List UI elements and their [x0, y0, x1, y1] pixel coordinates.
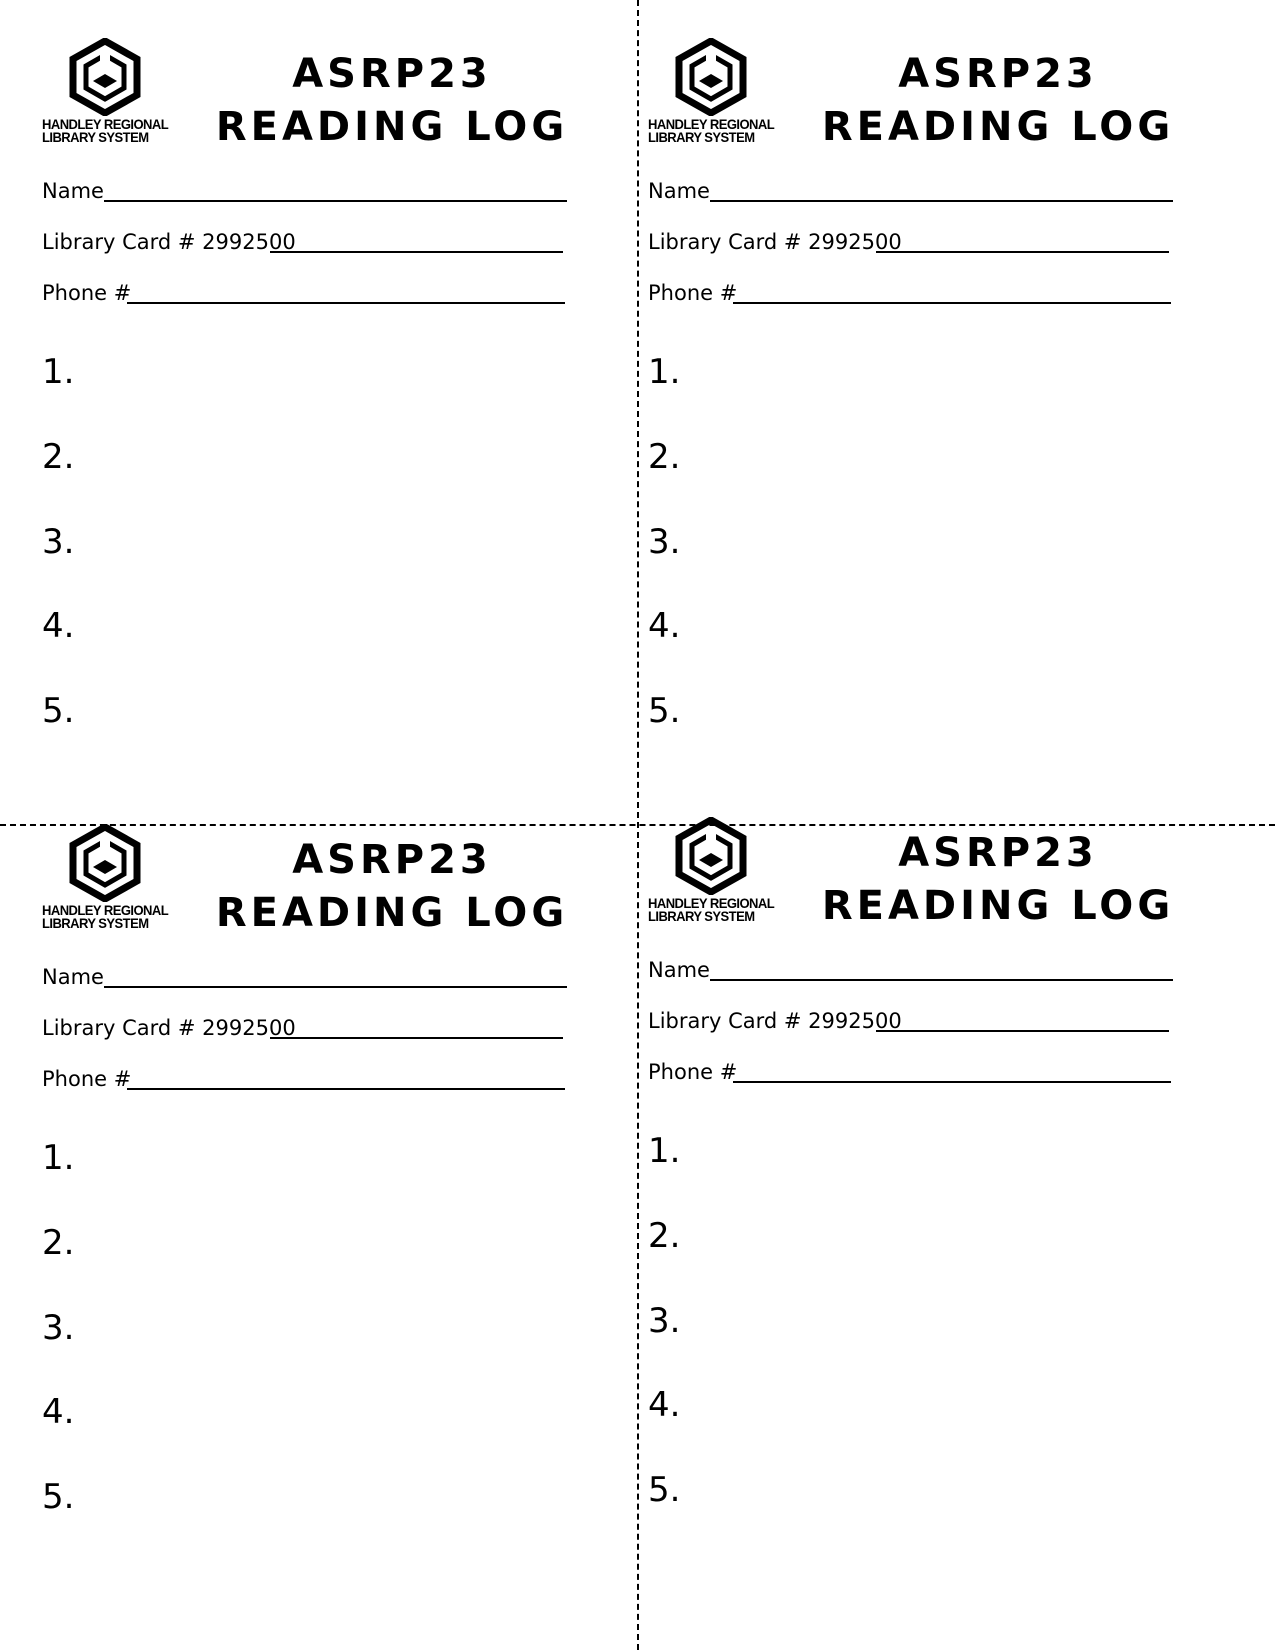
- entry-1: 1.: [42, 1138, 75, 1178]
- reading-log-card: [648, 38, 1208, 818]
- reading-log-card: [42, 38, 602, 818]
- library-card-field[interactable]: [42, 1013, 570, 1043]
- phone-field[interactable]: [648, 1057, 1176, 1087]
- entry-4: 4.: [42, 606, 75, 646]
- reading-log-card: [648, 817, 1208, 1597]
- logo-text-line-1: HANDLEY REGIONAL: [648, 895, 775, 911]
- library-logo: [42, 38, 168, 148]
- name-label: Name: [648, 958, 710, 982]
- library-card-label: Library Card # 2992500: [648, 1009, 902, 1033]
- reading-log-card: [42, 824, 602, 1604]
- phone-label: Phone #: [42, 1067, 132, 1091]
- entry-4: 4.: [648, 606, 681, 646]
- entry-2: 2.: [648, 1216, 681, 1256]
- entry-5: 5.: [648, 691, 681, 731]
- name-label: Name: [648, 179, 710, 203]
- title-line-2: READING LOG: [821, 883, 1175, 929]
- phone-field[interactable]: [42, 278, 570, 308]
- name-label: Name: [42, 179, 104, 203]
- title-line-1: ASRP23: [292, 51, 492, 97]
- library-card-label: Library Card # 2992500: [42, 1016, 296, 1040]
- hexagon-library-logo-icon: [69, 38, 141, 116]
- library-logo: [648, 38, 774, 148]
- library-card-field[interactable]: [648, 1006, 1176, 1036]
- phone-label: Phone #: [42, 281, 132, 305]
- name-label: Name: [42, 965, 104, 989]
- phone-underline: [733, 1081, 1171, 1083]
- card-title: [212, 48, 572, 154]
- name-field[interactable]: [648, 176, 1176, 206]
- library-card-label: Library Card # 2992500: [42, 230, 296, 254]
- name-field[interactable]: [42, 176, 570, 206]
- name-underline: [710, 200, 1173, 202]
- hexagon-library-logo-icon: [69, 824, 141, 902]
- phone-underline: [733, 302, 1171, 304]
- phone-label: Phone #: [648, 281, 738, 305]
- entry-3: 3.: [648, 522, 681, 562]
- entry-4: 4.: [42, 1392, 75, 1432]
- hexagon-library-logo-icon: [675, 38, 747, 116]
- entry-4: 4.: [648, 1385, 681, 1425]
- entry-5: 5.: [42, 691, 75, 731]
- library-card-field[interactable]: [648, 227, 1176, 257]
- phone-underline: [127, 1088, 565, 1090]
- entry-3: 3.: [42, 522, 75, 562]
- hexagon-library-logo-icon: [675, 817, 747, 895]
- title-line-1: ASRP23: [898, 51, 1098, 97]
- entry-3: 3.: [42, 1308, 75, 1348]
- library-card-underline: [270, 1037, 563, 1039]
- entry-2: 2.: [648, 437, 681, 477]
- name-underline: [104, 200, 567, 202]
- logo-text-line-2: LIBRARY SYSTEM: [42, 129, 149, 145]
- logo-text-line-2: LIBRARY SYSTEM: [648, 908, 755, 924]
- card-title: [818, 827, 1178, 933]
- library-card-underline: [876, 1030, 1169, 1032]
- logo-text-line-1: HANDLEY REGIONAL: [42, 116, 169, 132]
- entry-5: 5.: [42, 1477, 75, 1517]
- library-card-field[interactable]: [42, 227, 570, 257]
- name-underline: [104, 986, 567, 988]
- phone-label: Phone #: [648, 1060, 738, 1084]
- library-logo: [648, 817, 774, 927]
- title-line-1: ASRP23: [292, 837, 492, 883]
- phone-field[interactable]: [42, 1064, 570, 1094]
- entry-5: 5.: [648, 1470, 681, 1510]
- title-line-2: READING LOG: [215, 104, 569, 150]
- title-line-2: READING LOG: [821, 104, 1175, 150]
- entry-1: 1.: [648, 1131, 681, 1171]
- name-underline: [710, 979, 1173, 981]
- phone-underline: [127, 302, 565, 304]
- name-field[interactable]: [648, 955, 1176, 985]
- library-card-label: Library Card # 2992500: [648, 230, 902, 254]
- name-field[interactable]: [42, 962, 570, 992]
- card-title: [212, 834, 572, 940]
- logo-text-line-1: HANDLEY REGIONAL: [648, 116, 775, 132]
- phone-field[interactable]: [648, 278, 1176, 308]
- card-title: [818, 48, 1178, 154]
- entry-2: 2.: [42, 437, 75, 477]
- library-logo: [42, 824, 168, 934]
- library-card-underline: [876, 251, 1169, 253]
- entry-3: 3.: [648, 1301, 681, 1341]
- title-line-2: READING LOG: [215, 890, 569, 936]
- logo-text-line-1: HANDLEY REGIONAL: [42, 902, 169, 918]
- entry-1: 1.: [42, 352, 75, 392]
- logo-text-line-2: LIBRARY SYSTEM: [42, 915, 149, 931]
- entry-2: 2.: [42, 1223, 75, 1263]
- entry-1: 1.: [648, 352, 681, 392]
- title-line-1: ASRP23: [898, 830, 1098, 876]
- library-card-underline: [270, 251, 563, 253]
- logo-text-line-2: LIBRARY SYSTEM: [648, 129, 755, 145]
